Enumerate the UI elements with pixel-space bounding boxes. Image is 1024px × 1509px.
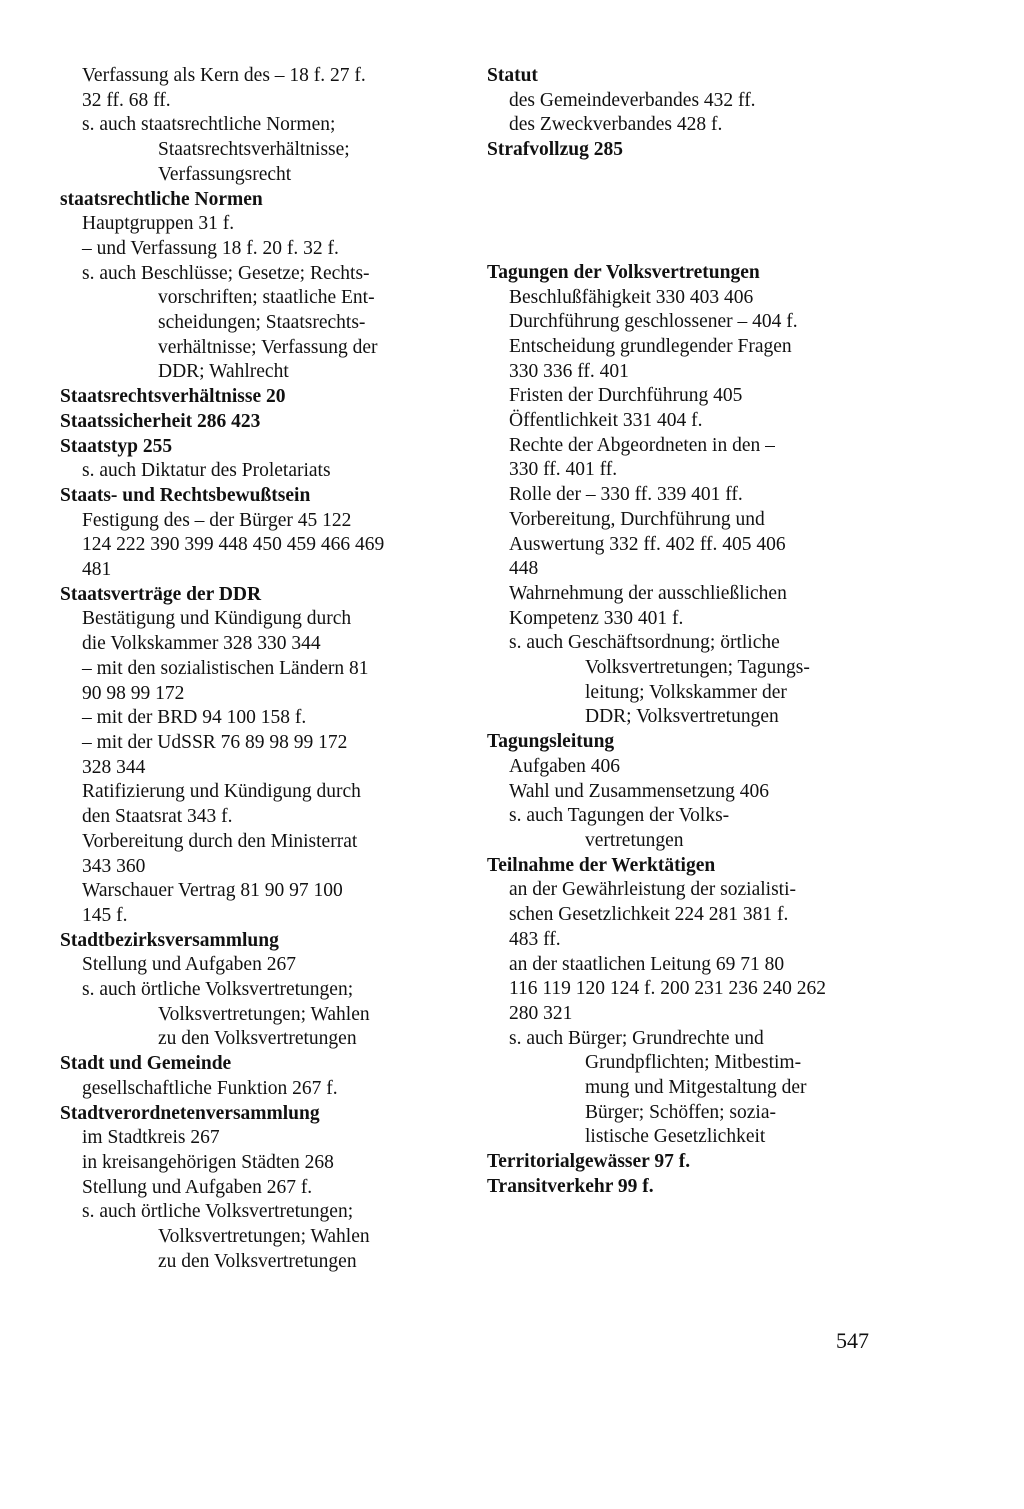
index-continuation: Volksvertretungen; Tagungs-: [585, 657, 810, 679]
index-subentry: in kreisangehörigen Städten 268: [82, 1151, 334, 1173]
index-heading: staatsrechtliche Normen: [60, 188, 263, 210]
index-subentry: s. auch Beschlüsse; Gesetze; Rechts-: [82, 262, 370, 284]
index-column-left: [60, 64, 470, 1274]
index-subentry: – mit der BRD 94 100 158 f.: [82, 707, 307, 729]
index-continuation: zu den Volksvertretungen: [158, 1028, 357, 1050]
index-continuation: vertretungen: [585, 829, 684, 851]
index-subentry: Entscheidung grundlegender Fragen: [509, 335, 792, 357]
index-subentry: s. auch örtliche Volksvertretungen;: [82, 979, 354, 1001]
index-subentry: 448: [509, 558, 539, 580]
index-heading: Staatsverträge der DDR: [60, 583, 262, 605]
index-subentry: an der staatlichen Leitung 69 71 80: [509, 953, 785, 975]
index-subentry: s. auch Geschäftsordnung; örtliche: [509, 632, 780, 654]
index-subentry: Aufgaben 406: [509, 755, 621, 777]
index-subentry: des Zweckverbandes 428 f.: [509, 114, 723, 136]
index-subentry: Warschauer Vertrag 81 90 97 100: [82, 880, 343, 902]
index-subentry: Wahrnehmung der ausschließlichen: [509, 582, 787, 604]
index-subentry: schen Gesetzlichkeit 224 281 381 f.: [509, 904, 789, 926]
page-number: 547: [836, 1328, 869, 1353]
index-heading: Strafvollzug 285: [487, 139, 623, 161]
index-subentry: Beschlußfähigkeit 330 403 406: [509, 286, 754, 308]
index-subentry: s. auch Tagungen der Volks-: [509, 805, 730, 827]
index-heading: Staatssicherheit 286 423: [60, 410, 261, 432]
index-heading: Territorialgewässer 97 f.: [487, 1151, 691, 1173]
index-subentry: des Gemeindeverbandes 432 ff.: [509, 89, 756, 111]
index-subentry: 116 119 120 124 f. 200 231 236 240 262: [509, 978, 827, 1000]
index-subentry: Festigung des – der Bürger 45 122: [82, 509, 352, 531]
index-continuation: DDR; Volksvertretungen: [585, 706, 779, 728]
index-subentry: Hauptgruppen 31 f.: [82, 213, 235, 235]
index-continuation: Volksvertretungen; Wahlen: [158, 1226, 370, 1248]
index-subentry: 330 336 ff. 401: [509, 360, 629, 382]
index-subentry: Stellung und Aufgaben 267: [82, 954, 296, 976]
index-continuation: Bürger; Schöffen; sozia-: [585, 1101, 776, 1123]
index-subentry: s. auch Bürger; Grundrechte und: [509, 1027, 764, 1049]
index-heading: Tagungen der Volksvertretungen: [487, 261, 760, 283]
index-heading: Teilnahme der Werktätigen: [487, 854, 716, 876]
index-heading: Statut: [487, 65, 538, 86]
index-subentry: – und Verfassung 18 f. 20 f. 32 f.: [82, 237, 339, 259]
index-subentry: Auswertung 332 ff. 402 ff. 405 406: [509, 533, 786, 555]
index-subentry: Verfassung als Kern des – 18 f. 27 f.: [82, 65, 366, 86]
index-subentry: Vorbereitung, Durchführung und: [509, 508, 765, 530]
index-heading: Stadtbezirksversammlung: [60, 929, 279, 951]
index-continuation: Staatsrechtsverhältnisse;: [158, 139, 350, 161]
index-subentry: 330 ff. 401 ff.: [509, 459, 618, 481]
index-continuation: mung und Mitgestaltung der: [585, 1077, 807, 1099]
index-subentry: gesellschaftliche Funktion 267 f.: [82, 1077, 338, 1099]
index-continuation: zu den Volksvertretungen: [158, 1250, 357, 1272]
index-subentry: im Stadtkreis 267: [82, 1127, 220, 1149]
index-heading: Staatstyp 255: [60, 435, 173, 457]
column-gap: [487, 163, 902, 261]
index-subentry: Öffentlichkeit 331 404 f.: [509, 410, 703, 432]
index-subentry: s. auch Diktatur des Proletariats: [82, 460, 331, 482]
index-continuation: DDR; Wahlrecht: [158, 361, 289, 383]
index-subentry: 145 f.: [82, 904, 128, 926]
index-heading: Stadt und Gemeinde: [60, 1053, 232, 1075]
index-subentry: 328 344: [82, 756, 146, 778]
index-subentry: 343 360: [82, 855, 146, 877]
index-continuation: vorschriften; staatliche Ent-: [158, 287, 375, 309]
index-continuation: leitung; Volkskammer der: [585, 681, 787, 703]
index-continuation: Volksvertretungen; Wahlen: [158, 1003, 370, 1025]
index-subentry: Fristen der Durchführung 405: [509, 385, 743, 407]
index-subentry: die Volkskammer 328 330 344: [82, 633, 321, 655]
index-heading: Transitverkehr 99 f.: [487, 1175, 654, 1197]
index-subentry: Vorbereitung durch den Ministerrat: [82, 830, 358, 852]
index-subentry: Kompetenz 330 401 f.: [509, 607, 684, 629]
index-subentry: Bestätigung und Kündigung durch: [82, 608, 352, 630]
index-heading: Stadtverordnetenversammlung: [60, 1102, 320, 1124]
index-subentry: Ratifizierung und Kündigung durch: [82, 781, 361, 803]
index-continuation: Verfassungsrecht: [158, 163, 292, 185]
index-subentry: 124 222 390 399 448 450 459 466 469: [82, 534, 385, 556]
index-subentry: Wahl und Zusammensetzung 406: [509, 780, 770, 802]
index-subentry: 32 ff. 68 ff.: [82, 89, 171, 111]
index-heading: Staatsrechtsverhältnisse 20: [60, 386, 286, 408]
index-subentry: 481: [82, 559, 112, 581]
index-subentry: Durchführung geschlossener – 404 f.: [509, 311, 798, 333]
index-continuation: Grundpflichten; Mitbestim-: [585, 1052, 802, 1074]
index-subentry: Rolle der – 330 ff. 339 401 ff.: [509, 484, 743, 506]
index-continuation: scheidungen; Staatsrechts-: [158, 312, 366, 334]
index-subentry: den Staatsrat 343 f.: [82, 806, 233, 828]
index-subentry: – mit der UdSSR 76 89 98 99 172: [82, 731, 348, 753]
index-subentry: 280 321: [509, 1002, 573, 1024]
index-continuation: listische Gesetzlichkeit: [585, 1126, 766, 1148]
index-subentry: – mit den sozialistischen Ländern 81: [82, 657, 369, 679]
index-continuation: verhältnisse; Verfassung der: [158, 336, 378, 358]
index-subentry: s. auch staatsrechtliche Normen;: [82, 114, 336, 136]
index-heading: Staats- und Rechtsbewußtsein: [60, 484, 311, 506]
index-heading: Tagungsleitung: [487, 731, 615, 753]
index-subentry: Rechte der Abgeordneten in den –: [509, 434, 775, 456]
index-subentry: an der Gewährleistung der sozialisti-: [509, 879, 796, 901]
index-subentry: s. auch örtliche Volksvertretungen;: [82, 1201, 354, 1223]
index-subentry: 90 98 99 172: [82, 682, 185, 704]
index-subentry: 483 ff.: [509, 928, 561, 950]
index-column-right: [487, 64, 902, 1200]
index-subentry: Stellung und Aufgaben 267 f.: [82, 1176, 313, 1198]
